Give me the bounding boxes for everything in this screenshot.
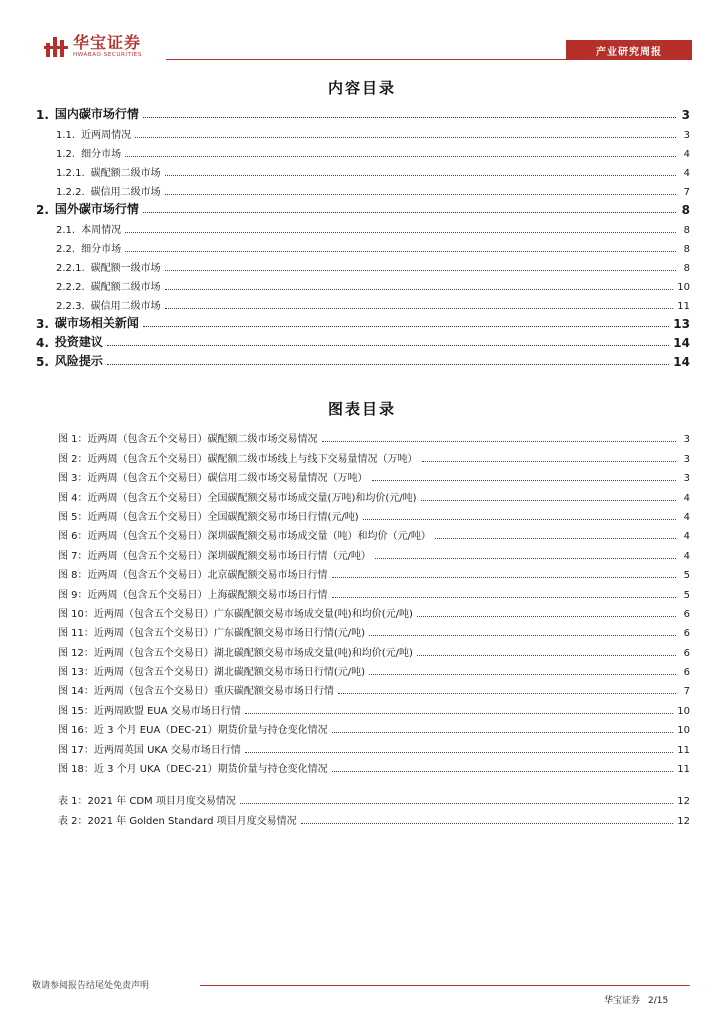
table-entry[interactable]: 表 1：2021 年 CDM 项目月度交易情况 12 (58, 796, 690, 808)
table-list (58, 788, 690, 827)
toc-entry[interactable]: 1.1. 近两周情况 3 (56, 130, 690, 141)
figure-list-title: 图表目录 (327, 400, 396, 418)
brand-name-cn: 华宝证券 (73, 33, 142, 52)
toc-entry[interactable]: 1.2.1. 碳配额二级市场 4 (56, 168, 690, 179)
toc-entry[interactable]: 1.2.2. 碳信用二级市场 7 (56, 187, 690, 198)
figure-entry[interactable]: 图 17：近两周英国 UKA 交易市场日行情 11 (58, 744, 690, 756)
toc-entry[interactable]: 2.2. 细分市场 8 (56, 244, 690, 255)
figure-list (58, 426, 690, 775)
toc-entry[interactable]: 2. 国外碳市场行情 8 (36, 202, 690, 217)
figure-entry[interactable]: 图 1：近两周（包含五个交易日）碳配额二级市场交易情况 3 (58, 434, 690, 446)
toc-title: 内容目录 (327, 79, 396, 97)
header-divider (166, 59, 566, 60)
table-entry[interactable]: 表 2：2021 年 Golden Standard 项目月度交易情况 12 (58, 815, 690, 827)
footer-page-info (604, 993, 676, 1006)
brand-name-en: HWABAO SECURITIES (73, 52, 142, 58)
toc-list (36, 103, 690, 369)
footer-disclaimer: 敬请参阅报告结尾处免责声明 (32, 981, 150, 991)
figure-entry[interactable]: 图 18：近 3 个月 UKA（DEC-21）期货价量与持仓变化情况 11 (58, 764, 690, 776)
company-logo (44, 34, 142, 59)
figure-entry[interactable]: 图 9：近两周（包含五个交易日）上海碳配额交易市场日行情 5 (58, 589, 690, 601)
figure-entry[interactable]: 图 6：近两周（包含五个交易日）深圳碳配额交易市场成交量（吨）和均价（元/吨） 4 (58, 531, 690, 543)
figure-entry[interactable]: 图 3：近两周（包含五个交易日）碳信用二级市场交易量情况（万吨） 3 (58, 473, 690, 485)
toc-entry[interactable]: 1.2. 细分市场 4 (56, 149, 690, 160)
figure-entry[interactable]: 图 4：近两周（包含五个交易日）全国碳配额交易市场成交量(万吨)和均价(元/吨) 4 (58, 492, 690, 504)
figure-entry[interactable]: 图 13：近两周（包含五个交易日）湖北碳配额交易市场日行情(元/吨) 6 (58, 667, 690, 679)
figure-entry[interactable]: 图 11：近两周（包含五个交易日）广东碳配额交易市场日行情(元/吨) 6 (58, 628, 690, 640)
hwabao-logo-icon (44, 35, 68, 59)
toc-entry[interactable]: 3. 碳市场相关新闻 13 (36, 316, 690, 331)
footer-divider (200, 985, 690, 986)
figure-entry[interactable]: 图 14：近两周（包含五个交易日）重庆碳配额交易市场日行情 7 (58, 686, 690, 698)
toc-entry[interactable]: 5. 风险提示 14 (36, 354, 690, 369)
figure-entry[interactable]: 图 7：近两周（包含五个交易日）深圳碳配额交易市场日行情（元/吨） 4 (58, 550, 690, 562)
figure-entry[interactable]: 图 8：近两周（包含五个交易日）北京碳配额交易市场日行情 5 (58, 570, 690, 582)
footer-company: 华宝证券 (604, 996, 641, 1006)
page-header (0, 0, 724, 70)
toc-entry[interactable]: 4. 投资建议 14 (36, 335, 690, 350)
toc-entry[interactable]: 2.2.1. 碳配额一级市场 8 (56, 263, 690, 274)
figure-entry[interactable]: 图 16：近 3 个月 EUA（DEC-21）期货价量与持仓变化情况 10 (58, 725, 690, 737)
figure-entry[interactable]: 图 10：近两周（包含五个交易日）广东碳配额交易市场成交量(吨)和均价(元/吨) 6 (58, 608, 690, 620)
toc-entry[interactable]: 2.2.3. 碳信用二级市场 11 (56, 301, 690, 312)
page-number: 2/15 (648, 996, 669, 1006)
figure-entry[interactable]: 图 15：近两周欧盟 EUA 交易市场日行情 10 (58, 705, 690, 717)
figure-entry[interactable]: 图 5：近两周（包含五个交易日）全国碳配额交易市场日行情(元/吨) 4 (58, 511, 690, 523)
toc-entry[interactable]: 1. 国内碳市场行情 3 (36, 107, 690, 122)
toc-entry[interactable]: 2.1. 本周情况 8 (56, 225, 690, 236)
report-type-badge: 产业研究周报 (566, 40, 692, 60)
toc-entry[interactable]: 2.2.2. 碳配额二级市场 10 (56, 282, 690, 293)
figure-entry[interactable]: 图 2：近两周（包含五个交易日）碳配额二级市场线上与线下交易量情况（万吨） 3 (58, 453, 690, 465)
figure-entry[interactable]: 图 12：近两周（包含五个交易日）湖北碳配额交易市场成交量(吨)和均价(元/吨) 6 (58, 647, 690, 659)
